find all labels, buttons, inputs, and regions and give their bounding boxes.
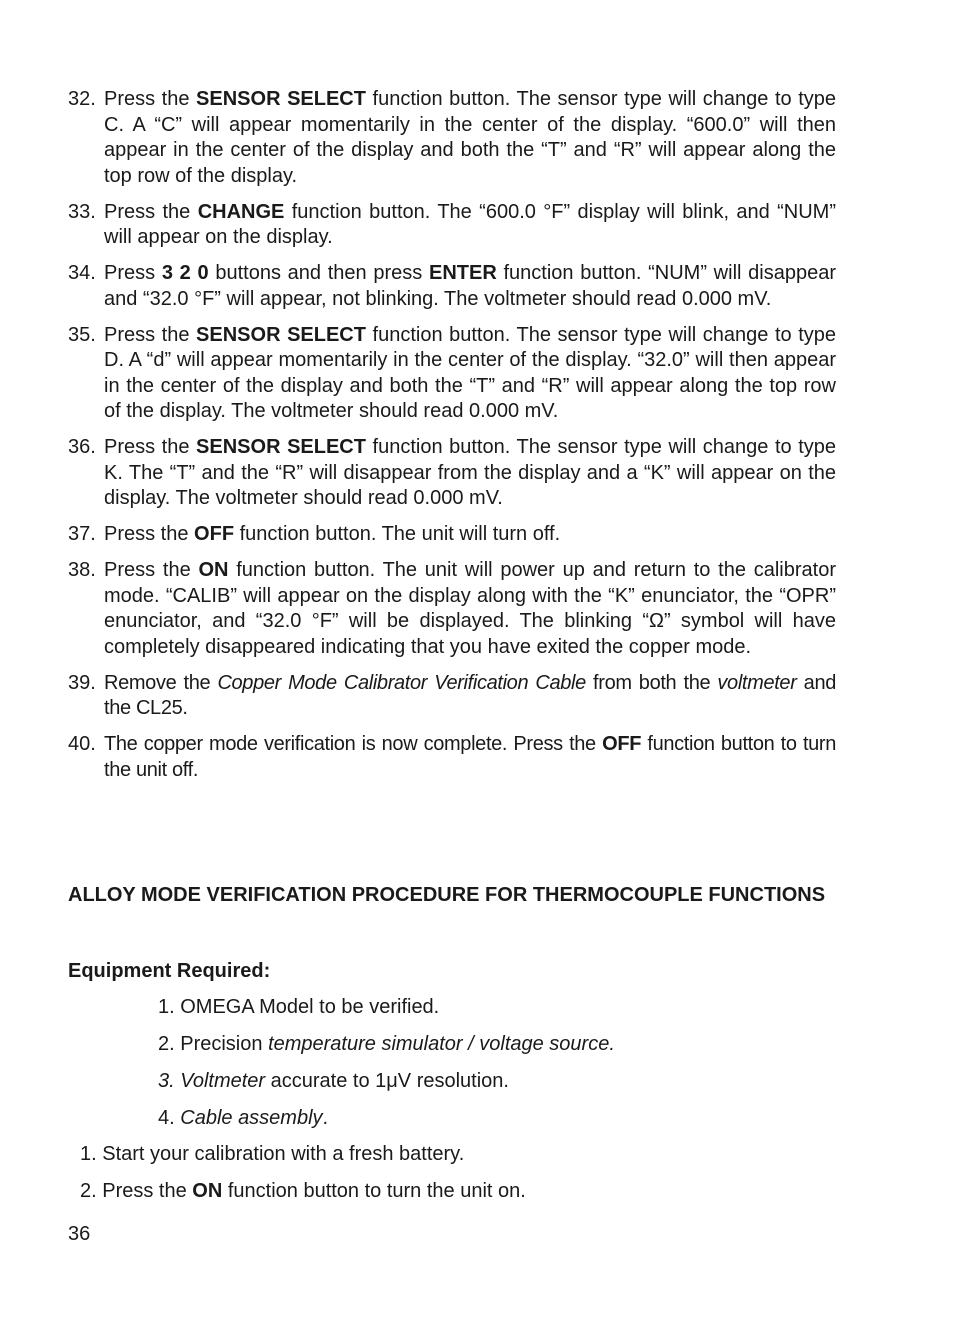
text-run: 2. Press the <box>80 1180 193 1202</box>
step-text <box>104 87 836 189</box>
text-run: buttons and then press <box>208 262 429 284</box>
bold-term: SENSOR SELECT <box>196 323 366 346</box>
step-number: 38. <box>68 559 96 581</box>
step-text <box>104 323 836 425</box>
step-text <box>104 558 836 660</box>
step-number: 34. <box>68 262 96 284</box>
text-run: Press the <box>104 323 197 346</box>
text-run: function button. The sensor type will change to type C. A “C” will appear momentarily in the center of the display. “600.0” will then appear in the center of the display and both the “T” and “R” will appear along the top row of the display. <box>104 88 836 187</box>
step-number: 40. <box>68 733 96 755</box>
italic-term: temperature simulator / voltage source. <box>268 1033 615 1055</box>
text-run: Press the <box>104 88 197 110</box>
italic-term: Cable assembly <box>180 1107 323 1129</box>
text-run: Remove the <box>104 671 218 694</box>
step-33 <box>68 200 836 251</box>
bold-term: OFF <box>194 523 235 545</box>
text-run: function button. The sensor type will change to type D. A “d” will appear momentarily in the center of the display. “32.0” will then appear in the center of the display and both the “T” and “R” will appear along the top row of the display. The voltmeter should read 0.000 mV. <box>104 323 836 422</box>
step-text <box>104 435 836 512</box>
equipment-item <box>158 1069 615 1106</box>
bold-term: SENSOR SELECT <box>196 88 366 110</box>
step-number: 35. <box>68 323 96 346</box>
text-run: and the CL25. <box>104 671 836 719</box>
bold-term: ENTER <box>428 262 497 284</box>
step-35 <box>68 323 836 425</box>
step-40 <box>68 732 836 783</box>
text-run: function button. The “600.0 °F” display will blink, and “NUM” will appear on the display. <box>104 200 836 248</box>
text-run: Press the <box>104 523 195 545</box>
equipment-list <box>158 995 615 1143</box>
text-run: Press the <box>104 436 197 458</box>
text-run: function button. The sensor type will change to type K. The “T” and the “R” will disappear from the display and a “K” will appear on the display. The voltmeter should read 0.000 mV. <box>104 436 836 509</box>
step-34 <box>68 261 836 312</box>
bold-term: ON <box>192 1180 223 1202</box>
step-text <box>104 200 836 251</box>
text-run: from both the <box>585 671 718 694</box>
step-36 <box>68 435 836 512</box>
bold-term: 3 2 0 <box>161 262 209 284</box>
text-run: function button. The unit will turn off. <box>234 523 561 545</box>
step-number: 33. <box>68 200 96 223</box>
page-number: 36 <box>68 1223 91 1245</box>
step-text <box>104 261 836 312</box>
procedure-steps <box>68 87 836 794</box>
step-number: 37. <box>68 523 96 545</box>
bold-term: SENSOR SELECT <box>196 436 366 458</box>
step-number: 36. <box>68 436 96 458</box>
bold-term: OFF <box>602 733 642 755</box>
step-text <box>104 522 836 548</box>
equipment-heading: Equipment Required: <box>68 960 271 982</box>
text-run: Press the <box>104 559 199 581</box>
alloy-step <box>80 1142 526 1179</box>
italic-term: voltmeter <box>717 671 797 694</box>
text-run: accurate to 1μV resolution. <box>265 1070 509 1092</box>
text-run: 4. <box>158 1107 181 1129</box>
step-text <box>104 671 836 722</box>
bold-term: CHANGE <box>197 200 285 223</box>
equipment-item <box>158 1032 615 1069</box>
text-run: function button to turn the unit off. <box>104 733 837 781</box>
text-run: function button. The unit will power up and return to the calibrator mode. “CALIB” will appear on the display along with the “K” enunciator, the “OPR” enunciator, and “32.0 °F” will be displayed. The blinking “Ω” symbol will have completely disappeared indicating that you have exited the copper mode. <box>104 559 836 658</box>
step-text <box>104 732 836 783</box>
step-number: 39. <box>68 671 96 694</box>
equipment-item <box>158 995 615 1032</box>
step-number: 32. <box>68 88 96 110</box>
text-run: 2. Precision <box>158 1033 269 1055</box>
text-run: function button. “NUM” will disappear and “32.0 °F” will appear, not blinking. The voltmeter should read 0.000 mV. <box>104 262 837 310</box>
italic-term: 3. Voltmeter <box>158 1070 266 1092</box>
text-run: Press the <box>104 200 198 223</box>
text-run: function button to turn the unit on. <box>222 1180 526 1202</box>
text-run: 1. OMEGA Model to be verified. <box>158 996 440 1018</box>
alloy-steps <box>80 1142 526 1216</box>
text-run: 1. Start your calibration with a fresh battery. <box>80 1143 465 1165</box>
text-run: . <box>322 1107 329 1129</box>
step-38 <box>68 558 836 660</box>
text-run: Press <box>104 262 162 284</box>
section-heading: ALLOY MODE VERIFICATION PROCEDURE FOR THERMOCOUPLE FUNCTIONS <box>68 884 826 906</box>
equipment-item <box>158 1106 615 1143</box>
alloy-step <box>80 1179 526 1216</box>
step-37 <box>68 522 836 548</box>
step-39 <box>68 671 836 722</box>
italic-term: Copper Mode Calibrator Verification Cable <box>217 671 586 694</box>
step-32 <box>68 87 836 189</box>
bold-term: ON <box>198 559 229 581</box>
text-run: The copper mode verification is now complete. Press the <box>104 733 603 755</box>
